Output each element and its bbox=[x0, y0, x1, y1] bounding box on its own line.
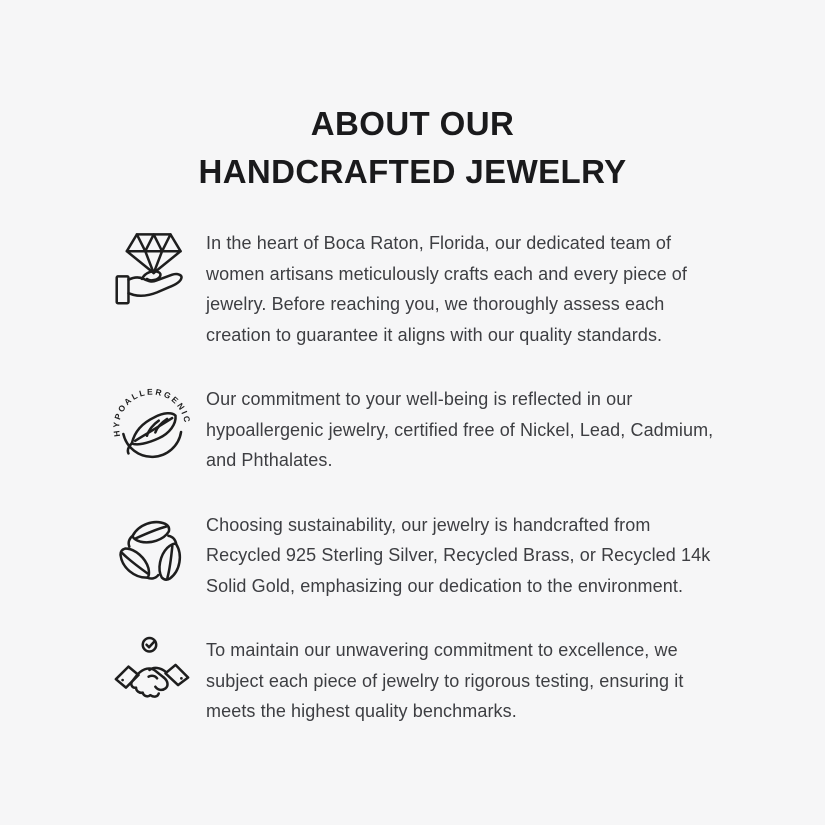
feature-row-hypoallergenic bbox=[110, 384, 825, 476]
feature-text-sustainability: Choosing sustainability, our jewelry is handcrafted from Recycled 925 Sterling Silver, Recycled Brass, or Recycled 14k Solid Gold, emphasizing our dedication to the environment. bbox=[206, 514, 711, 596]
feature-row-sustainability bbox=[110, 510, 825, 602]
hypoallergenic-badge-icon bbox=[110, 382, 194, 466]
recycled-leaves-icon bbox=[110, 508, 194, 592]
feature-row-craftsmanship bbox=[110, 228, 825, 350]
hypoallergenic-badge-icon bbox=[110, 382, 194, 466]
feature-text-craftsmanship: In the heart of Boca Raton, Florida, our dedicated team of women artisans meticulously crafts each and every piece of jewelry. Before reaching you, we thoroughly assess each creation to guarantee it aligns with our quality standards. bbox=[206, 233, 688, 345]
feature-row-quality bbox=[110, 635, 825, 727]
page-title-line1: ABOUT OUR bbox=[310, 105, 515, 142]
page-title bbox=[0, 0, 825, 196]
feature-text-hypoallergenic: Our commitment to your well-being is reflected in our hypoallergenic jewelry, certified free of Nickel, Lead, Cadmium, and Phthalates. bbox=[206, 389, 714, 470]
handshake-quality-icon bbox=[110, 633, 194, 717]
handshake-quality-icon bbox=[110, 633, 194, 717]
recycled-leaves-icon bbox=[110, 508, 194, 592]
page-title-line2: HANDCRAFTED JEWELRY bbox=[198, 153, 627, 190]
feature-text-quality: To maintain our unwavering commitment to excellence, we subject each piece of jewelry to rigorous testing, ensuring it meets the highest quality benchmarks. bbox=[206, 640, 684, 721]
hand-holding-diamond-icon bbox=[110, 226, 194, 310]
feature-list bbox=[110, 228, 825, 727]
hypoallergenic-badge-label: HYPOALLERGENIC bbox=[111, 386, 193, 438]
hand-holding-diamond-icon bbox=[110, 226, 194, 310]
